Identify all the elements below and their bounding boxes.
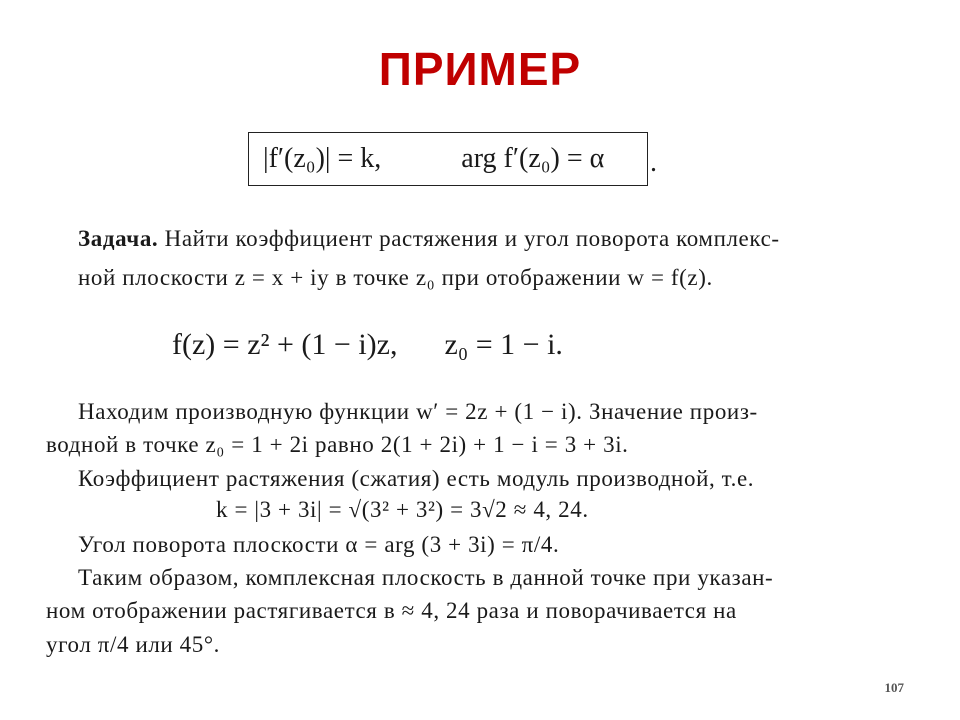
task-label: Задача. [78,226,159,251]
slide-title: ПРИМЕР [378,43,582,95]
solution-line-4: k = |3 + 3i| = √(3² + 3²) = 3√2 ≈ 4, 24. [216,497,589,522]
task-line-1 [78,226,780,252]
solution-line-5: Угол поворота плоскости α = arg (3 + 3i) = π/4. [78,532,560,557]
given-formula [172,328,563,362]
solution-line-6: Таким образом, комплексная плоскость в данной точке при указан- [78,565,774,590]
boxed-formula [248,132,657,186]
task-line-2: ной плоскости z = x + iy в точке z₀ при отображении w = f(z). [78,265,713,290]
solution-line-8: угол π/4 или 45°. [46,632,221,657]
given-function: f(z) = z² + (1 − i)z, [172,328,398,361]
argument-formula: arg f′(z₀) = α [461,143,605,174]
solution-line-2: водной в точке z₀ = 1 + 2i равно 2(1 + 2i) + 1 − i = 3 + 3i. [46,432,629,457]
formula-period: . [650,147,657,178]
solution-line-3: Коэффициент растяжения (сжатия) есть модуль производной, т.е. [78,466,755,491]
modulus-formula: |f′(z₀)| = k, [263,143,382,174]
given-point: z₀ = 1 − i. [444,328,563,361]
solution-line-1: Находим производную функции w′ = 2z + (1 − i). Значение произ- [78,399,758,424]
task-text-1: Найти коэффициент растяжения и угол поворота комплекс- [164,226,780,251]
solution-line-7: ном отображении растягивается в ≈ 4, 24 раза и поворачивается на [46,598,737,623]
page-number: 107 [884,680,904,695]
